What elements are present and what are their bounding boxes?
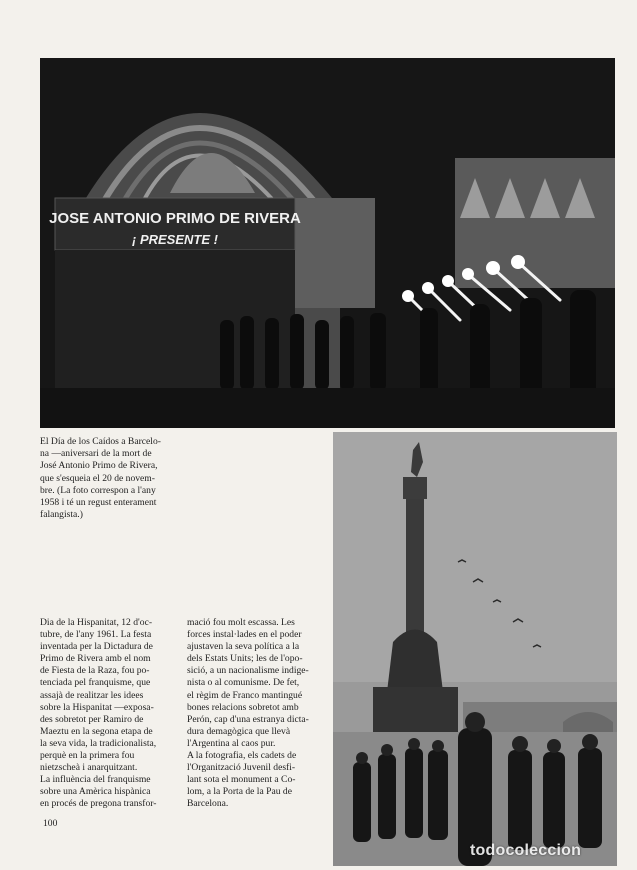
page-number: 100 [43,818,58,829]
text-line: lant sota el monument a Co- [187,774,296,786]
caption-line: bre. (La foto correspon a l'any [40,484,156,496]
text-line: A la fotografia, els cadets de [187,750,297,762]
text-line: des sobretot per Ramiro de [40,713,144,725]
text-line: bones relacions sobretot amb [187,701,299,713]
photo-caption [40,436,190,521]
article-column-1 [40,617,180,811]
text-line: l'Argentina al caos pur. [187,737,276,749]
text-line: l'Organització Juvenil desfi- [187,762,296,774]
text-line: lom, a la Porta de la Pau de [187,786,292,798]
text-line: mació fou molt escassa. Les [187,617,295,628]
text-line: nietzscheà i anarquitzant. [40,762,138,774]
caption-line: que s'esqueia el 20 de novem- [40,472,155,484]
text-line: perquè en la primera fou [40,750,135,762]
banner-line1: JOSE ANTONIO PRIMO DE RIVERA [49,210,301,227]
caption-line: na —aniversari de la mort de [40,448,152,460]
text-line: sobre la Hispanitat —exposa- [40,701,154,713]
text-line: assajà de realitzar les idees [40,689,144,701]
watermark: todocoleccion [470,842,582,859]
text-line: la seva vida, la tradicionalista, [40,737,157,749]
text-line: Primo de Rivera amb el nom [40,653,151,665]
text-line: Dia de la Hispanitat, 12 d'oc- [40,617,153,628]
text-line: dels Estats Units; les de l'opo- [187,653,303,665]
banner-line2: ¡ PRESENTE ! [132,232,218,247]
caption-line: falangista.) [40,509,83,521]
text-line: La influència del franquisme [40,774,151,786]
text-line: Perón, cap d'una estranya dicta- [187,713,309,725]
caption-line: José Antonio Primo de Rivera, [40,460,158,472]
text-line: ajustaven la seva política a la [187,641,300,653]
columbus-monument-parade-photo [333,432,617,866]
text-line: nista o al comunisme. De fet, [187,677,300,689]
article-column-2 [187,617,327,811]
text-line: Barcelona. [187,798,229,810]
text-line: dura demagògica que llevà [187,725,291,737]
text-line: inventada per la Dictadura de [40,641,153,653]
text-line: sició, a un nacionalisme indige- [187,665,309,677]
cathedral-ceremony-photo [40,58,615,428]
caption-line: El Día de los Caídos a Barcelo- [40,436,161,447]
caption-line: 1958 i té un regust enterament [40,497,157,509]
text-line: en procés de pregona transfor- [40,798,157,810]
text-line: tubre, de l'any 1961. La festa [40,629,152,641]
text-line: tenciada pel franquisme, que [40,677,151,689]
text-line: el règim de Franco mantingué [187,689,303,701]
text-line: sobre una Amèrica hispànica [40,786,151,798]
text-line: de Fiesta de la Raza, fou po- [40,665,150,677]
text-line: Maeztu en la segona etapa de [40,725,153,737]
text-line: forces instal·lades en el poder [187,629,302,641]
